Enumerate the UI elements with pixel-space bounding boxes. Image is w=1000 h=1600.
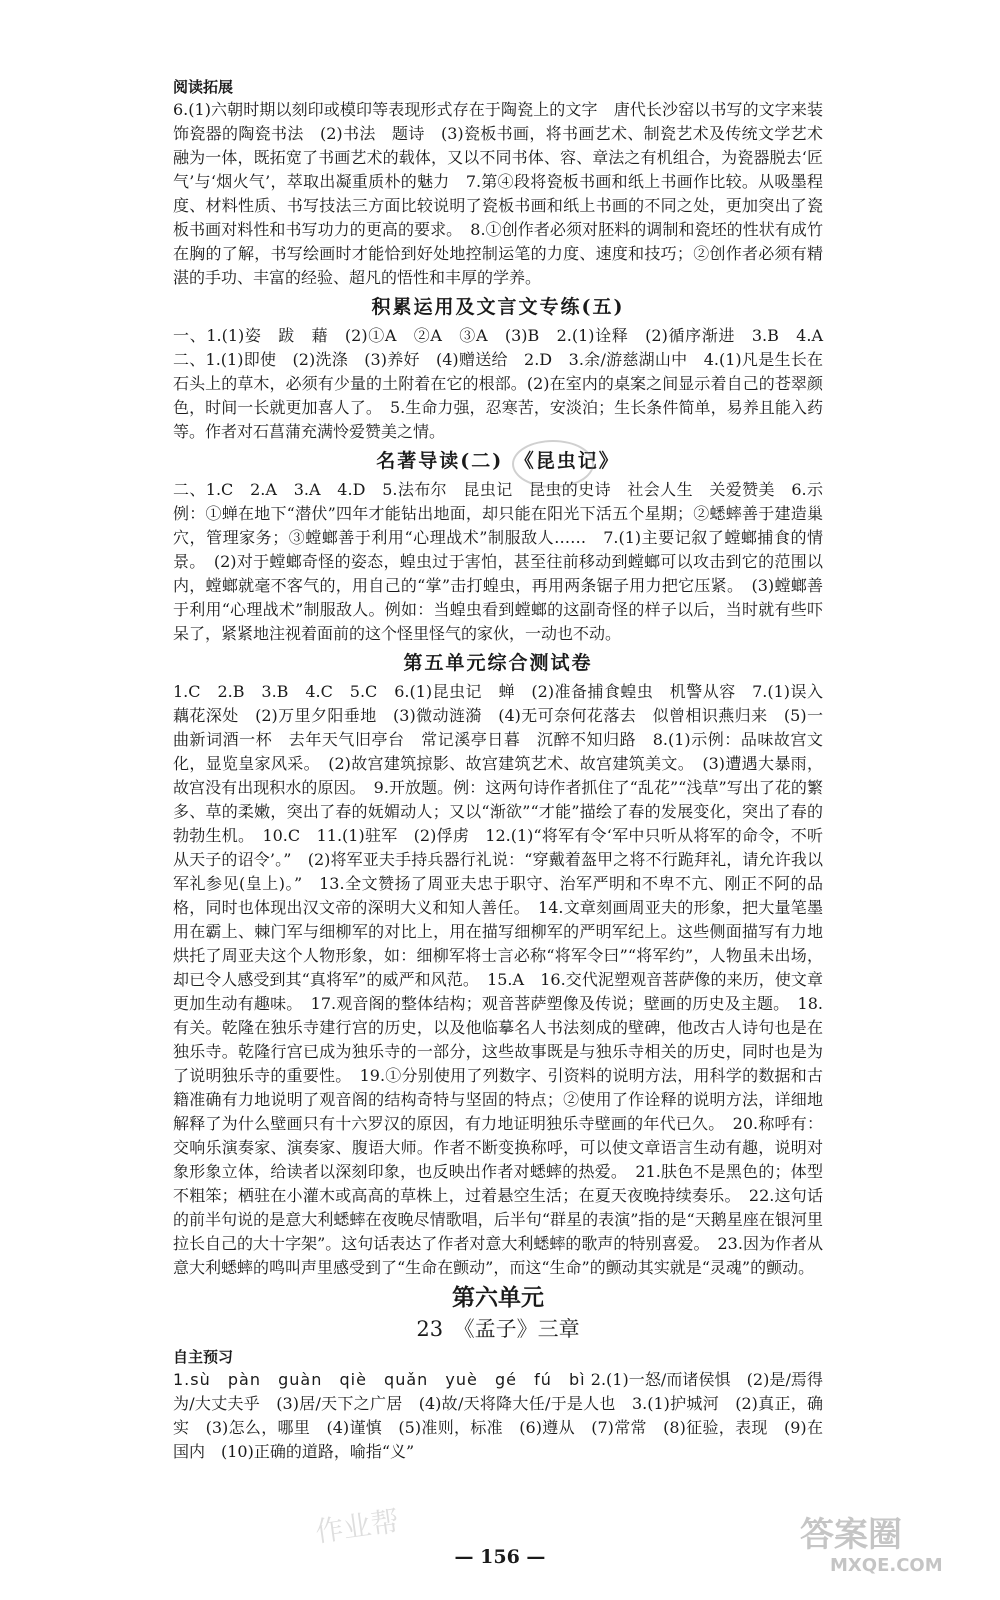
unit5-test-title: 第五单元综合测试卷 — [403, 652, 593, 674]
page-number: — 156 — — [454, 1546, 546, 1568]
unit6-answer-text: 2.(1)一怒/而诸侯惧 (2)是/焉得为/大丈夫乎 (3)居/天下之广居 (4)故/天将降大任/于是人也 3.(1)护城河 (2)真正，确实 (3)怎么，哪里 (4)谨慎 (5)准则，标准 (6)遵从 (7)常常 (8)征验，表现 (9)在国内 (10)正确的道路，喻指“义” — [173, 1370, 823, 1461]
page-content — [173, 76, 840, 1464]
unit5-test-answers: 1.C 2.B 3.B 4.C 5.C 6.(1)昆虫记 蝉 (2)准备捕食蝗虫 机警从容 7.(1)误入藕花深处 (2)万里夕阳垂地 (3)微动涟漪 (4)无可奈何花落去 似曾相识燕归来 (5)一曲新词酒一杯 去年天气旧亭台 常记溪亭日暮 沉醉不知归路 8.(1)示例：品味故宫文化，显览皇家风采。 (2)故宫建筑掠影、故宫建筑艺术、故宫建筑美文。 (3)遭遇大暴雨，故宫没有出现积水的原因。 9.开放题。例：这两句诗作者抓住了“乱花”“浅草”写出了花的繁多、草的柔嫩，突出了春的妩媚动人；又以“渐欲”“才能”描绘了春的发展变化，突出了春的勃勃生机。 10.C 11.(1)驻军 (2)俘虏 12.(1)“将军有令‘军中只听从将军的命令，不听从天子的诏令’。” (2)将军亚夫手持兵器行礼说：“穿戴着盔甲之将不行跪拜礼，请允许我以军礼参见(皇上)。” 13.全文赞扬了周亚夫忠于职守、治军严明和不卑不亢、刚正不阿的品格，同时也体现出汉文帝的深明大义和知人善任。 14.文章刻画周亚夫的形象，把大量笔墨用在霸上、棘门军与细柳军的对比上，用在描写细柳军的严明军纪上。这些侧面描写有力地烘托了周亚夫这个人物形象，如：细柳军将士言必称“将军令曰”“将军约”，人物虽未出场，却已令人感受到其“真将军”的威严和风范。 15.A 16.交代泥塑观音菩萨像的来历，使文章更加生动有趣味。 17.观音阁的整体结构；观音菩萨塑像及传说；壁画的历史及主题。 18.有关。乾隆在独乐寺建行宫的历史，以及他临摹名人书法刻成的壁碑，他改古人诗句也是在独乐寺。乾隆行宫已成为独乐寺的一部分，这些故事既是与独乐寺相关的历史，同时也是为了说明独乐寺的重要性。 19.①分别使用了列数字、引资料的说明方法，用科学的数据和古籍准确有力地说明了观音阁的结构奇特与坚固的特点；②使用了作诠释的说明方法，详细地解释了为什么壁画只有十六罗汉的原因，有力地证明独乐寺壁画的年代已久。 20.称呼有：交响乐演奏家、演奏家、腹语大师。作者不断变换称呼，可以使文章语言生动有趣，说明对象形象立体，给读者以深刻印象，也反映出作者对蟋蟀的热爱。 21.肤色不是黑色的；体型不粗笨；栖驻在小灌木或高高的草株上，过着悬空生活；在夏天夜晚持续奏乐。 22.这句话的前半句说的是意大利蟋蟀在夜晚尽情歌唱，后半句“群星的表演”指的是“天鹅星座在银河里拉长自己的大十字架”。这句话表达了作者对意大利蟋蟀的歌声的特别喜爱。 23.因为作者从意大利蟋蟀的鸣叫声里感受到了“生命在颤动”，而这“生命”的颤动其实就是“灵魂”的颤动。 — [173, 682, 823, 1277]
watermark-logo-url: MXQE.COM — [830, 1555, 943, 1576]
lesson-title: 23 《孟子》三章 — [416, 1317, 580, 1341]
watermark-stamp-icon — [512, 440, 594, 488]
reading-heading: 阅读拓展 — [173, 78, 234, 96]
watermark-bottom-text: 作业帮 — [313, 1504, 402, 1549]
reading-answers: 6.(1)六朝时期以刻印或模印等表现形式存在于陶瓷上的文字 唐代长沙窑以书写的文字来装饰瓷器的陶瓷书法 (2)书法 题诗 (3)瓷板书画，将书画艺术、制瓷艺术及传统文学艺术融为一体，既拓宽了书画艺术的载体，又以不同书体、容、章法之有机组合，为瓷器脱去‘匠气’与‘烟火气’，萃取出凝重质朴的魅力 7.第④段将瓷板书画和纸上书画作比较。从吸墨程度、材料性质、书写技法三方面比较说明了瓷板书画和纸上书画的不同之处，更加突出了瓷板书画对料性和书写功力的更高的要求。 8.①创作者必须对胚料的调制和瓷坯的性状有成竹在胸的了解，书写绘画时才能恰到好处地控制运笔的力度、速度和技巧；②创作者必须有精湛的手功、丰富的经验、超凡的悟性和丰厚的学养。 — [173, 100, 823, 287]
watermark-logo — [800, 1515, 980, 1595]
section5-title: 积累运用及文言文专练(五) — [371, 296, 625, 318]
classics-title: 名著导读(二) 《昆虫记》 — [376, 450, 620, 472]
section5-answers: 一、1.(1)姿 跋 藉 (2)①A ②A ③A (3)B 2.(1)诠释 (2)循序渐进 3.B 4.A 二、1.(1)即使 (2)洗涤 (3)养好 (4)赠送给 2.D 3.余/游慈湖山中 4.(1)凡是生长在石头上的草木，必须有少量的土附着在它的根部。(2)在室内的桌案之间显示着自己的苍翠颜色，时间一长就更加喜人了。 5.生命力强，忍寒苦，安淡泊；生长条件简单，易养且能入药等。作者对石菖蒲充满怜爱赞美之情。 — [173, 326, 840, 441]
preview-heading: 自主预习 — [173, 1348, 234, 1366]
unit6-title: 第六单元 — [452, 1285, 544, 1311]
pinyin-answers: 1.sù pàn guàn qiè quǎn yuè gé fú bì — [173, 1370, 586, 1389]
classics-answers: 二、1.C 2.A 3.A 4.D 5.法布尔 昆虫记 昆虫的史诗 社会人生 关爱赞美 6.示例：①蝉在地下“潜伏”四年才能钻出地面，却只能在阳光下活五个星期；②蟋蟀善于建造巢穴，管理家务；③螳螂善于利用“心理战术”制服敌人…… 7.(1)主要记叙了螳螂捕食的情景。 (2)对于螳螂奇怪的姿态，蝗虫过于害怕，甚至往前移动到螳螂可以攻击到它的范围以内，螳螂就毫不客气的，用自己的“掌”击打蝗虫，再用两条锯子用力把它压紧。 (3)螳螂善于利用“心理战术”制服敌人。例如：当蝗虫看到螳螂的这副奇怪的样子以后，当时就有些吓呆了，紧紧地注视着面前的这个怪里怪气的家伙，一动也不动。 — [173, 480, 823, 643]
watermark-logo-text: 答案圈 — [800, 1515, 902, 1555]
unit6-answers — [173, 1368, 823, 1464]
